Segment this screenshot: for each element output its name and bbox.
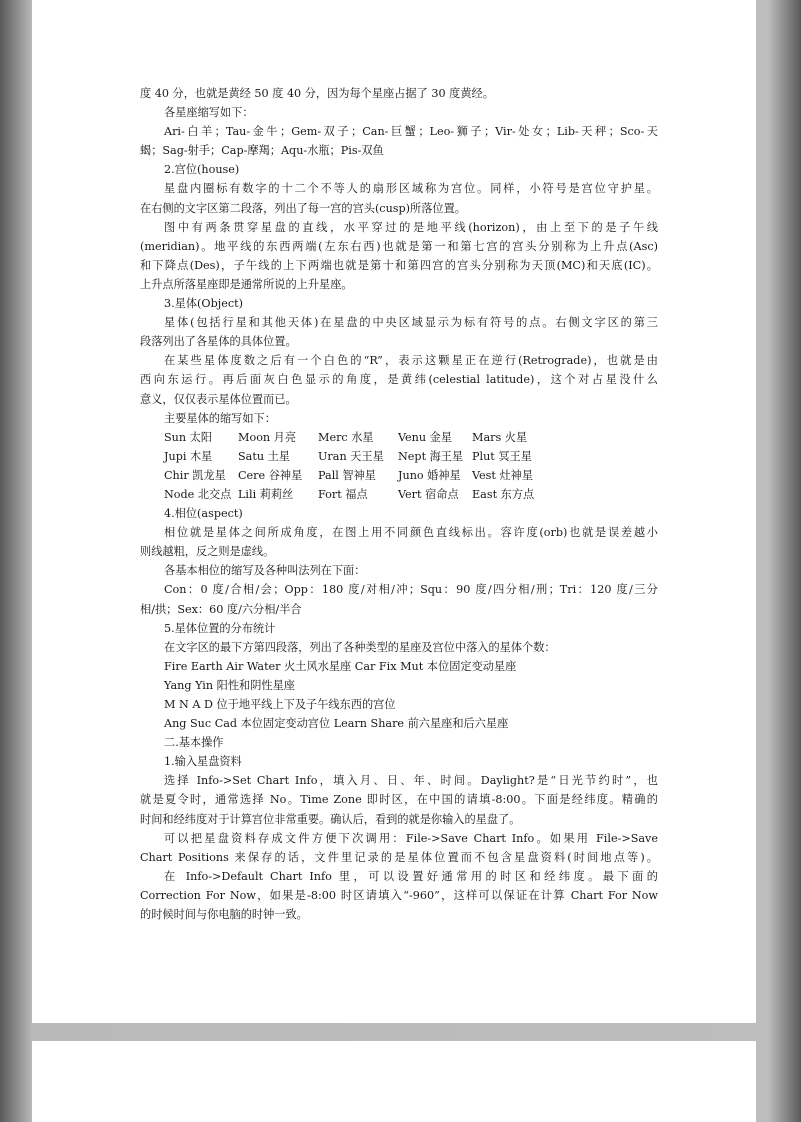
text-line: 在 Info->Default Chart Info 里，可以设置好通常用的时区和经纬度。最下面的 <box>164 869 658 883</box>
text-line: 则线越粗，反之则是虚线。 <box>140 545 275 559</box>
text-line: Chart Positions 来保存的话，文件里记录的是星体位置而不包含星盘资料(时间地点等)。 <box>140 850 658 864</box>
planet-cell: Chir 凯龙星 <box>164 468 226 482</box>
planet-cell: Merc 水星 <box>318 430 374 444</box>
planet-cell: Nept 海王星 <box>398 449 464 463</box>
planet-cell: East 东方点 <box>472 487 535 501</box>
text-line: 各基本相位的缩写及各种叫法列在下面： <box>164 564 366 578</box>
text-line: 段落列出了各星体的具体位置。 <box>140 335 297 349</box>
planet-cell: Fort 福点 <box>318 487 368 501</box>
text-line: 时间和经纬度对于计算宫位非常重要。确认后，看到的就是你输入的星盘了。 <box>140 812 521 826</box>
planet-cell: Node 北交点 <box>164 487 232 501</box>
text-line: Ang Suc Cad 本位固定变动宫位 Learn Share 前六星座和后六星座 <box>164 717 509 731</box>
planet-table-row <box>140 428 658 447</box>
text-line: 可以把星盘资料存成文件方便下次调用：File->Save Chart Info。如果用 File->Save <box>164 831 658 845</box>
text-line: 在右侧的文字区第二段落，列出了每一宫的宫头(cusp)所落位置。 <box>140 201 466 215</box>
text-line: 西向东运行。再后面灰白色显示的角度，是黄纬(celestial latitude)，这个对占星没什么 <box>140 373 658 387</box>
planet-table-row <box>140 485 658 504</box>
text-line: (meridian)。地平线的东西两端(左东右西)也就是第一和第七宫的宫头分别称为上升点(Asc) <box>140 239 658 253</box>
text-line: 相位就是星体之间所成角度，在图上用不同颜色直线标出。容许度(orb)也就是误差越小 <box>164 526 658 540</box>
text-line: 各星座缩写如下： <box>164 106 254 120</box>
text-line: Yang Yin 阳性和阴性星座 <box>164 678 295 692</box>
section-heading: 1.输入星盘资料 <box>164 755 242 769</box>
text-line: Con：0 度/合相/会；Opp：180 度/对相/冲；Squ：90 度/四分相/刑；Tri：120 度/三分 <box>164 583 658 597</box>
text-line: 在文字区的最下方第四段落，列出了各种类型的星座及宫位中落入的星体个数： <box>164 640 556 654</box>
planet-cell: Pall 智神星 <box>318 468 376 482</box>
next-document-page <box>32 1041 756 1122</box>
text-line: 在某些星体度数之后有一个白色的“R”，表示这颗星正在逆行(Retrograde)，也就是由 <box>164 354 658 368</box>
text-line: 就是夏令时，通常选择 No。Time Zone 即时区，在中国的请填-8:00。下面是经纬度。精确的 <box>140 793 658 807</box>
chapter-heading: 二.基本操作 <box>164 736 224 750</box>
text-line: 星盘内圈标有数字的十二个不等人的扇形区域称为宫位。同样，小符号是宫位守护星。 <box>164 182 658 196</box>
planet-cell: Plut 冥王星 <box>472 449 532 463</box>
page-text-body <box>140 84 658 924</box>
planet-cell: Uran 天王星 <box>318 449 384 463</box>
text-line: M N A D 位于地平线上下及子午线东西的宫位 <box>164 698 396 711</box>
planet-cell: Cere 谷神星 <box>238 468 303 482</box>
planet-cell: Vert 宿命点 <box>398 487 459 501</box>
section-heading: 3.星体(Object) <box>164 297 243 311</box>
text-line: 主要星体的缩写如下： <box>164 411 276 425</box>
planet-cell: Sun 太阳 <box>164 430 213 444</box>
text-line: 蝎；Sag-射手；Cap-摩羯；Aqu-水瓶；Pis-双鱼 <box>140 144 384 158</box>
document-page <box>32 0 756 1023</box>
text-line: Fire Earth Air Water 火土风水星座 Car Fix Mut 本位固定变动星座 <box>164 659 517 673</box>
text-line: 星体(包括行星和其他天体)在星盘的中央区域显示为标有符号的点。右侧文字区的第三 <box>164 316 658 330</box>
text-line: 度 40 分，也就是黄经 50 度 40 分，因为每个星座占据了 30 度黄经。 <box>140 87 494 100</box>
section-heading: 2.宫位(house) <box>164 163 240 177</box>
planet-table-row <box>140 466 658 485</box>
text-line: 意义，仅仅表示星体位置而已。 <box>140 392 297 406</box>
text-line: 和下降点(Des)，子午线的上下两端也就是第十和第四宫的宫头分别称为天顶(MC)和天底(IC)。 <box>140 258 658 272</box>
text-line: Ari-白羊；Tau-金牛；Gem-双子；Can-巨蟹；Leo-狮子；Vir-处女；Lib-天秤；Sco-天 <box>164 125 658 139</box>
planet-cell: Jupi 木星 <box>164 449 213 463</box>
planet-cell: Mars 火星 <box>472 430 528 444</box>
text-line: 选择 Info->Set Chart Info，填入月、日、年、时间。Daylight?是“日光节约时”，也 <box>164 774 658 788</box>
planet-cell: Vest 灶神星 <box>472 468 534 482</box>
text-line: 上升点所落星座即是通常所说的上升星座。 <box>140 277 353 291</box>
planet-cell: Satu 土星 <box>238 449 290 463</box>
planet-cell: Juno 婚神星 <box>398 468 461 482</box>
text-line: 相/拱；Sex：60 度/六分相/半合 <box>140 602 302 616</box>
text-line: Correction For Now，如果是-8:00 时区请填入“-960”，这样可以保证在计算 Chart For Now <box>140 888 658 902</box>
planet-cell: Lili 莉莉丝 <box>238 487 294 501</box>
planet-cell: Moon 月亮 <box>238 430 297 444</box>
planet-table-row <box>140 447 658 466</box>
text-line: 的时候时间与你电脑的时钟一致。 <box>140 908 308 922</box>
section-heading: 4.相位(aspect) <box>164 507 243 521</box>
section-heading: 5.星体位置的分布统计 <box>164 621 276 635</box>
text-line: 图中有两条贯穿星盘的直线，水平穿过的是地平线(horizon)，由上至下的是子午线 <box>164 220 658 234</box>
planet-cell: Venu 金星 <box>398 430 453 444</box>
